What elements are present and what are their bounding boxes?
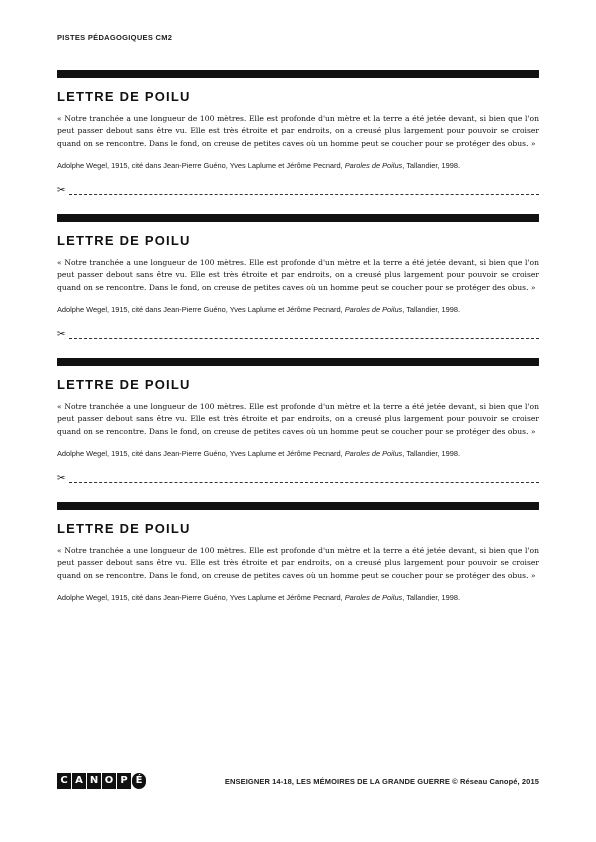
letter-quote: « Notre tranchée a une longueur de 100 mètres. Elle est profonde d'un mètre et la terre a été jetée devant, si bien que l'on peut passer debout sans être vu. Elle est très étroite et par endroits, on a creusé plus largement pour pouvoir se croiser quand on se rencontre. Dans le fond, on creuse de petites caves où un homme peut se coucher pour se protéger des obus. » xyxy=(57,258,539,292)
letter-citation xyxy=(57,161,539,171)
logo-letter: P xyxy=(117,773,131,789)
citation-publisher: , Tallandier, 1998. xyxy=(402,448,461,458)
scissors-icon: ✂ xyxy=(57,473,66,484)
logo-letter: É xyxy=(132,773,146,789)
section-bar xyxy=(57,502,539,510)
letter-citation xyxy=(57,305,539,315)
citation-authors: Adolphe Wegel, 1915, cité dans Jean-Pierre Guéno, Yves Laplume et Jérôme Pecnard, xyxy=(57,448,345,458)
citation-publisher: , Tallandier, 1998. xyxy=(402,304,461,314)
letter-citation xyxy=(57,593,539,603)
scissors-icon: ✂ xyxy=(57,185,66,196)
footer-credit: ENSEIGNER 14-18, LES MÉMOIRES DE LA GRANDE GUERRE © Réseau Canopé, 2015 xyxy=(224,777,539,786)
citation-authors: Adolphe Wegel, 1915, cité dans Jean-Pierre Guéno, Yves Laplume et Jérôme Pecnard, xyxy=(57,160,345,170)
letter-quote: « Notre tranchée a une longueur de 100 mètres. Elle est profonde d'un mètre et la terre a été jetée devant, si bien que l'on peut passer debout sans être vu. Elle est très étroite et par endroits, on a creusé plus largement pour pouvoir se croiser quand on se rencontre. Dans le fond, on creuse de petites caves où un homme peut se coucher pour se protéger des obus. » xyxy=(57,114,539,148)
cut-line xyxy=(57,329,539,343)
letter-citation xyxy=(57,449,539,459)
cut-line xyxy=(57,185,539,199)
logo-letter: N xyxy=(87,773,101,789)
letter-title: LETTRE DE POILU xyxy=(57,521,191,536)
dashed-line xyxy=(69,194,539,195)
citation-work-title: Paroles de Poilus xyxy=(344,592,403,602)
letter-title: LETTRE DE POILU xyxy=(57,89,191,104)
letter-quote: « Notre tranchée a une longueur de 100 mètres. Elle est profonde d'un mètre et la terre a été jetée devant, si bien que l'on peut passer debout sans être vu. Elle est très étroite et par endroits, on a creusé plus largement pour pouvoir se croiser quand on se rencontre. Dans le fond, on creuse de petites caves où un homme peut se coucher pour se protéger des obus. » xyxy=(57,402,539,436)
scissors-icon: ✂ xyxy=(57,329,66,340)
citation-authors: Adolphe Wegel, 1915, cité dans Jean-Pierre Guéno, Yves Laplume et Jérôme Pecnard, xyxy=(57,592,345,602)
logo-letter: C xyxy=(57,773,71,789)
letter-title: LETTRE DE POILU xyxy=(57,377,191,392)
citation-publisher: , Tallandier, 1998. xyxy=(402,160,461,170)
canope-logo xyxy=(57,773,147,789)
dashed-line xyxy=(69,482,539,483)
section-bar xyxy=(57,70,539,78)
citation-authors: Adolphe Wegel, 1915, cité dans Jean-Pierre Guéno, Yves Laplume et Jérôme Pecnard, xyxy=(57,304,345,314)
page-header-label: PISTES PÉDAGOGIQUES CM2 xyxy=(57,33,173,42)
dashed-line xyxy=(69,338,539,339)
letter-block xyxy=(57,502,539,603)
letter-block xyxy=(57,214,539,315)
letter-block xyxy=(57,358,539,459)
citation-work-title: Paroles de Poilus xyxy=(344,160,403,170)
cut-line xyxy=(57,473,539,487)
letter-title: LETTRE DE POILU xyxy=(57,233,191,248)
logo-letter: A xyxy=(72,773,86,789)
letter-quote: « Notre tranchée a une longueur de 100 mètres. Elle est profonde d'un mètre et la terre a été jetée devant, si bien que l'on peut passer debout sans être vu. Elle est très étroite et par endroits, on a creusé plus largement pour pouvoir se croiser quand on se rencontre. Dans le fond, on creuse de petites caves où un homme peut se coucher pour se protéger des obus. » xyxy=(57,546,539,580)
logo-letter: O xyxy=(102,773,116,789)
citation-work-title: Paroles de Poilus xyxy=(344,304,403,314)
section-bar xyxy=(57,214,539,222)
citation-work-title: Paroles de Poilus xyxy=(344,448,403,458)
letter-block xyxy=(57,70,539,171)
section-bar xyxy=(57,358,539,366)
citation-publisher: , Tallandier, 1998. xyxy=(402,592,461,602)
